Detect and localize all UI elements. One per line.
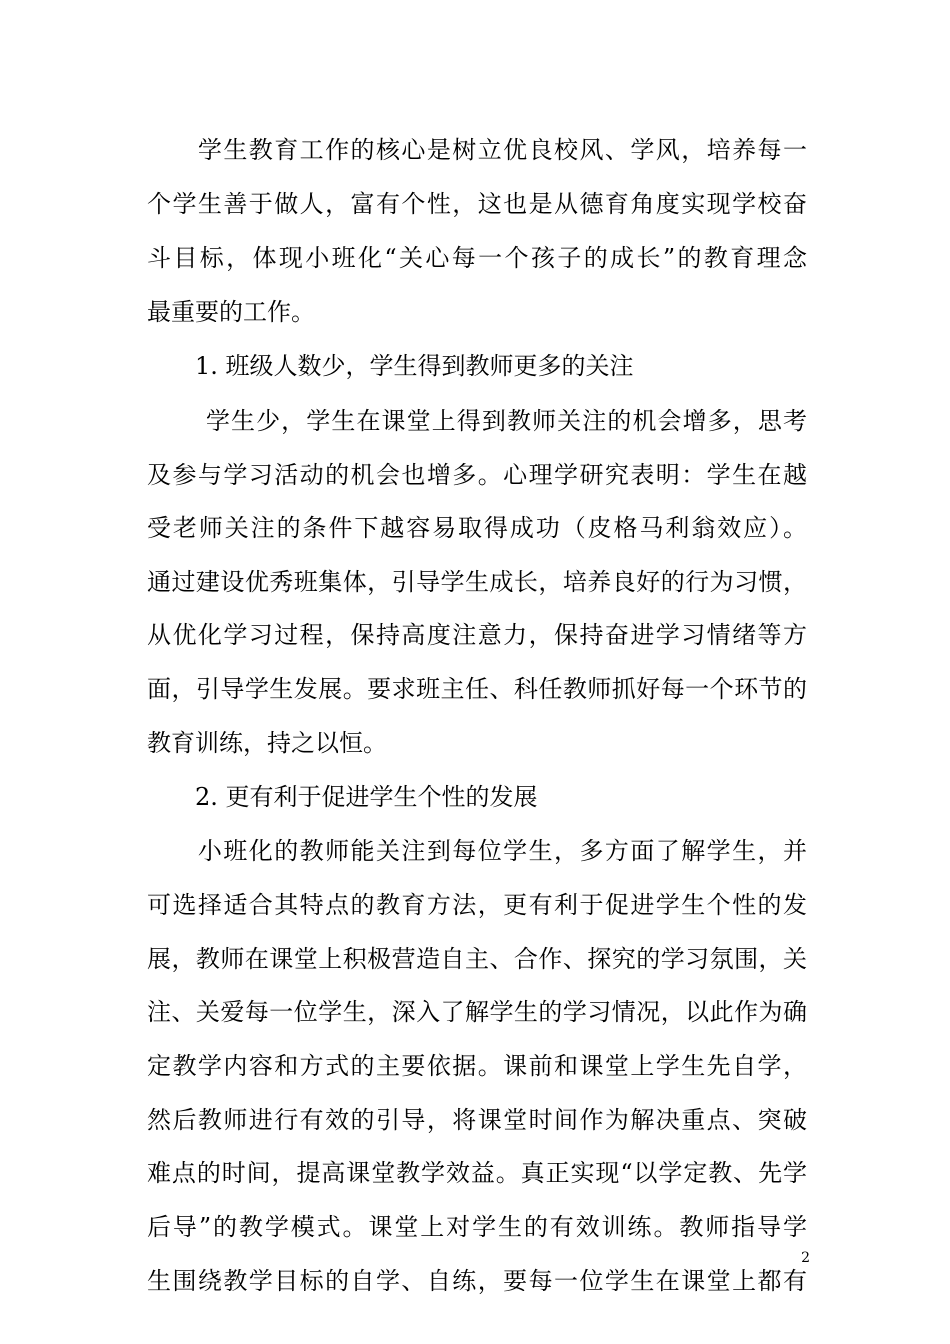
text-line-11: 面，引导学生发展。要求班主任、科任教师抓好每一个环节的 [147,675,807,703]
text-line-7: 及参与学习活动的机会也增多。心理学研究表明：学生在越 [147,461,807,489]
text-line-15: 可选择适合其特点的教育方法，更有利于促进学生个性的发 [147,891,807,919]
text-line-3: 斗目标，体现小班化“关心每一个孩子的成长”的教育理念 [147,244,807,272]
text-line-10: 从优化学习过程，保持高度注意力，保持奋进学习情绪等方 [147,621,807,649]
text-line-14: 小班化的教师能关注到每位学生，多方面了解学生，并 [147,837,807,865]
text-line-8: 受老师关注的条件下越容易取得成功（皮格马利翁效应）。 [147,514,807,542]
section-heading-2: 2. 更有利于促进学生个性的发展 [147,783,538,811]
text-line-12: 教育训练，持之以恒。 [147,729,387,757]
text-line-17: 注、关爱每一位学生，深入了解学生的学习情况，以此作为确 [147,998,807,1026]
page-number: 2 [801,1250,810,1266]
text-line-19: 然后教师进行有效的引导，将课堂时间作为解决重点、突破 [147,1106,807,1134]
text-line-16: 展，教师在课堂上积极营造自主、合作、探究的学习氛围，关 [147,945,807,973]
text-line-1: 学生教育工作的核心是树立优良校风、学风，培养每一 [147,136,807,164]
text-line-9: 通过建设优秀班集体，引导学生成长，培养良好的行为习惯， [147,568,807,596]
text-line-2: 个学生善于做人，富有个性，这也是从德育角度实现学校奋 [147,190,807,218]
text-line-22: 生围绕教学目标的自学、自练，要每一位学生在课堂上都有 [147,1267,807,1295]
section-heading-1: 1. 班级人数少，学生得到教师更多的关注 [147,352,634,380]
text-line-20: 难点的时间，提高课堂教学效益。真正实现“以学定教、先学 [147,1159,807,1187]
text-line-18: 定教学内容和方式的主要依据。课前和课堂上学生先自学， [147,1052,807,1080]
text-line-6: 学生少，学生在课堂上得到教师关注的机会增多，思考 [147,407,807,435]
text-line-4: 最重要的工作。 [147,298,315,326]
text-line-21: 后导”的教学模式。课堂上对学生的有效训练。教师指导学 [147,1213,807,1241]
